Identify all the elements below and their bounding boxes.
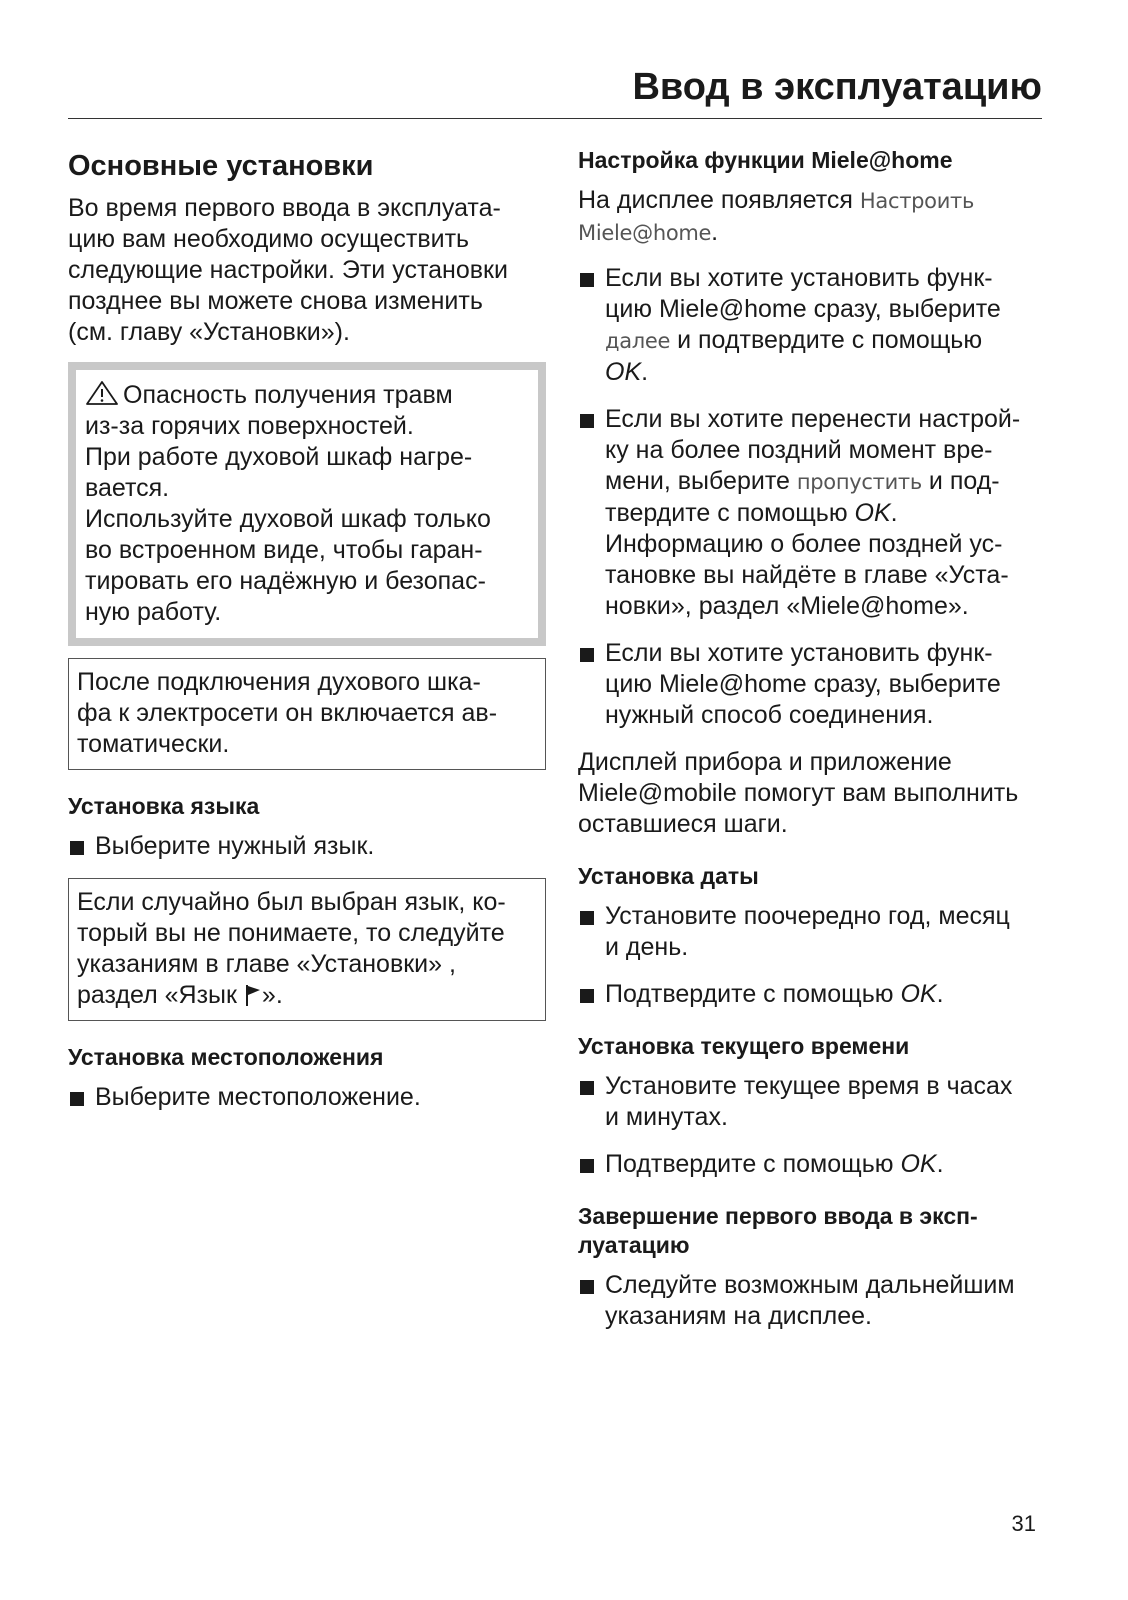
bullet-square-icon xyxy=(580,989,594,1003)
text-line: Используйте духовой шкаф только xyxy=(85,505,491,533)
text-fragment: . xyxy=(890,499,898,527)
text-fragment: . xyxy=(936,980,944,1008)
bullet-square-icon xyxy=(580,1159,594,1173)
text-fragment: На дисплее появляется xyxy=(578,186,853,214)
bullet-item xyxy=(578,901,1056,963)
text-line: Дисплей прибора и приложение xyxy=(578,748,952,776)
display-text: пропустить xyxy=(796,470,922,494)
text-line: фа к электросети он включается ав- xyxy=(77,699,498,727)
text-line: из-за горячих поверхностей. xyxy=(85,412,414,440)
text-line: Miele@mobile помогут вам выполнить xyxy=(578,779,1019,807)
bullet-square-icon xyxy=(580,1081,594,1095)
text-fragment: . xyxy=(641,358,649,386)
text-line: цию Miele@home сразу, выберите xyxy=(605,670,1001,698)
bullet-square-icon xyxy=(580,911,594,925)
subheading-time: Установка текущего времени xyxy=(578,1033,910,1059)
bullet-item xyxy=(578,979,1056,1010)
warning-title-line xyxy=(85,380,528,411)
text-line: новки», раздел «Miele@home». xyxy=(605,592,969,620)
bullet-text: Выберите местоположение. xyxy=(95,1083,421,1111)
text-line: тановке вы найдёте в главе «Уста- xyxy=(605,561,1009,589)
text-line: ку на более поздний момент вре- xyxy=(605,436,993,464)
text-fragment: раздел «Язык xyxy=(77,981,237,1009)
text-line: Установите поочередно год, месяц xyxy=(605,902,1010,930)
text-fragment: твердите с помощью xyxy=(605,499,848,527)
text-fragment: . xyxy=(936,1150,944,1178)
text-line xyxy=(605,357,1056,388)
bullet-text: Выберите нужный язык. xyxy=(95,832,375,860)
bullet-item xyxy=(578,404,1056,622)
ok-label: OK xyxy=(605,358,642,386)
warning-box xyxy=(68,362,546,646)
intro-paragraph xyxy=(68,193,546,348)
miele-intro xyxy=(578,185,1056,249)
text-line: вается. xyxy=(85,474,170,502)
left-column xyxy=(68,145,546,1129)
text-line: и минутах. xyxy=(605,1103,728,1131)
bullet-item xyxy=(578,263,1056,388)
text-line: тировать его надёжную и безопас- xyxy=(85,567,486,595)
text-line: Информацию о более поздней ус- xyxy=(605,530,1003,558)
warning-title: Опасность получения травм xyxy=(123,381,453,409)
text-line: позднее вы можете снова изменить xyxy=(68,287,483,315)
text-line: луатацию xyxy=(578,1232,690,1258)
text-line: следующие настройки. Эти установки xyxy=(68,256,508,284)
subheading-language: Установка языка xyxy=(68,793,260,819)
text-line: и день. xyxy=(605,933,689,961)
text-line xyxy=(578,185,1056,217)
bullet-item xyxy=(578,1071,1056,1133)
text-fragment: Подтвердите с помощью xyxy=(605,980,894,1008)
display-text: Miele@home xyxy=(578,221,712,245)
bullet-item xyxy=(68,1082,546,1113)
text-line xyxy=(578,217,1056,249)
bullet-item xyxy=(578,638,1056,731)
text-line: томатически. xyxy=(77,730,230,758)
note-box-auto-power xyxy=(68,658,546,770)
display-text: Настроить xyxy=(859,189,975,213)
text-fragment: и под- xyxy=(928,467,1000,495)
right-column xyxy=(578,145,1056,1348)
page-number: 31 xyxy=(1011,1511,1036,1536)
subheading-finish xyxy=(578,1202,1056,1260)
text-line: оставшиеся шаги. xyxy=(578,810,788,838)
text-line: ную работу. xyxy=(85,598,222,626)
ok-label: OK xyxy=(854,499,891,527)
text-line: Установите текущее время в часах xyxy=(605,1072,1013,1100)
bullet-square-icon xyxy=(580,273,594,287)
text-line: Если вы хотите установить функ- xyxy=(605,639,993,667)
text-line: После подключения духового шка- xyxy=(77,668,481,696)
ok-label: OK xyxy=(900,1150,937,1178)
text-line: Во время первого ввода в эксплуата- xyxy=(68,194,501,222)
bullet-square-icon xyxy=(70,841,84,855)
bullet-item xyxy=(578,1149,1056,1180)
text-line: указаниям в главе «Установки» , xyxy=(77,950,456,978)
warning-triangle-icon xyxy=(85,380,119,406)
text-line: Если вы хотите установить функ- xyxy=(605,264,993,292)
text-line: (см. главу «Установки»). xyxy=(68,318,350,346)
bullet-square-icon xyxy=(580,1280,594,1294)
text-line xyxy=(605,466,1056,498)
subheading-location: Установка местоположения xyxy=(68,1044,384,1070)
text-line: торый вы не понимаете, то следуйте xyxy=(77,919,505,947)
text-line: При работе духовой шкаф нагре- xyxy=(85,443,473,471)
outro-paragraph xyxy=(578,747,1056,840)
text-line: цию вам необходимо осуществить xyxy=(68,225,470,253)
text-line: Завершение первого ввода в эксп- xyxy=(578,1203,978,1229)
display-text: далее xyxy=(605,329,671,353)
subheading-date: Установка даты xyxy=(578,863,759,889)
section-heading-basic-settings: Основные установки xyxy=(68,150,374,182)
bullet-item xyxy=(68,831,546,862)
flag-icon xyxy=(245,983,261,1007)
text-fragment: ». xyxy=(261,981,283,1009)
text-fragment: и подтвердите с помощью xyxy=(677,326,983,354)
page-title: Ввод в эксплуатацию xyxy=(632,66,1042,108)
bullet-square-icon xyxy=(70,1092,84,1106)
text-fragment: Подтвердите с помощью xyxy=(605,1150,894,1178)
text-line: во встроенном виде, чтобы гаран- xyxy=(85,536,483,564)
text-line: Если вы хотите перенести настрой- xyxy=(605,405,1021,433)
text-line: нужный способ соединения. xyxy=(605,701,934,729)
text-fragment: . xyxy=(711,218,719,246)
text-line xyxy=(77,980,537,1011)
text-line: цию Miele@home сразу, выберите xyxy=(605,295,1001,323)
text-line: указаниям на дисплее. xyxy=(605,1302,873,1330)
bullet-square-icon xyxy=(580,648,594,662)
text-line: Если случайно был выбран язык, ко- xyxy=(77,888,506,916)
text-line: Следуйте возможным дальнейшим xyxy=(605,1271,1015,1299)
text-line xyxy=(605,498,1056,529)
bullet-square-icon xyxy=(580,414,594,428)
subheading-miele-home: Настройка функции Miele@home xyxy=(578,147,953,173)
bullet-item xyxy=(578,1270,1056,1332)
text-line xyxy=(605,325,1056,357)
ok-label: OK xyxy=(900,980,937,1008)
note-box-language xyxy=(68,878,546,1021)
text-fragment: мени, выберите xyxy=(605,467,790,495)
header-divider xyxy=(68,118,1042,119)
